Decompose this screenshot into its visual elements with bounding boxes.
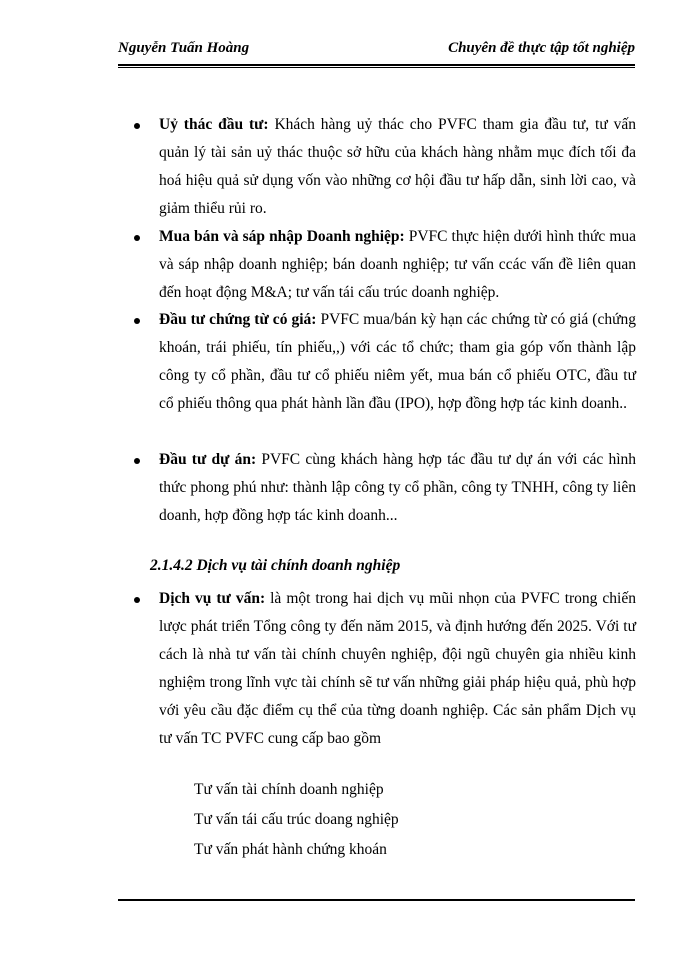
header-title: Chuyên đề thực tập tốt nghiệp (448, 40, 635, 56)
bullet-text (159, 585, 636, 753)
list-item: Tư vấn tái cấu trúc doang nghiệp (194, 811, 399, 828)
product-list (194, 775, 399, 865)
footer-divider (118, 899, 635, 901)
bullet-icon (134, 123, 140, 129)
bullet-item-mua-ban (134, 223, 636, 307)
bullet-icon (134, 458, 140, 464)
section-heading: 2.1.4.2 Dịch vụ tài chính doanh nghiệp (150, 557, 401, 574)
page-header (118, 38, 635, 62)
bullet-item-tu-van (134, 585, 636, 781)
bullet-term: Dịch vụ tư vấn: (159, 590, 266, 607)
bullet-item-chung-tu (134, 306, 636, 446)
bullet-term: Đầu tư chứng từ có giá: (159, 311, 317, 328)
bullet-term: Đầu tư dự án: (159, 451, 257, 468)
header-divider (118, 64, 635, 68)
bullet-term: Uỷ thác đầu tư: (159, 116, 269, 133)
list-item: Tư vấn phát hành chứng khoán (194, 841, 387, 858)
bullet-text (159, 223, 636, 307)
header-author: Nguyễn Tuấn Hoàng (118, 40, 250, 56)
bullet-body: PVFC thực hiện dưới hình thức mua và sáp nhập doanh nghiệp; bán doanh nghiệp; tư vấn ccác vấn đề liên quan đến hoạt động M&A; tư vấn tái cấu trúc doanh nghiệp. (159, 228, 637, 301)
bullet-icon (134, 235, 140, 241)
bullet-icon (134, 318, 140, 324)
bullet-text (159, 111, 636, 223)
bullet-body: Khách hàng uỷ thác cho PVFC tham gia đầu tư, tư vấn quản lý tài sản uỷ thác thuộc sở hữu của khách hàng nhằm mục đích tối đa hoá hiệu quả sử dụng vốn vào những cơ hội đầu tư hấp dẫn, sinh lời cao, và giảm thiểu rủi ro. (159, 116, 636, 217)
bullet-text (159, 446, 636, 530)
bullet-term: Mua bán và sáp nhập Doanh nghiệp: (159, 228, 405, 245)
bullet-item-du-an (134, 446, 636, 530)
bullet-icon (134, 597, 140, 603)
bullet-body: PVFC cùng khách hàng hợp tác đầu tư dự án với các hình thức phong phú như: thành lập công ty cổ phần, công ty TNHH, công ty liên doanh, hợp đồng hợp tác kinh doanh... (159, 451, 636, 524)
bullet-item-uy-thac (134, 111, 636, 223)
bullet-text (159, 306, 636, 418)
list-item: Tư vấn tài chính doanh nghiệp (194, 781, 384, 798)
bullet-body: PVFC mua/bán kỳ hạn các chứng từ có giá (chứng khoán, trái phiếu, tín phiếu,,) với các tổ chức; tham gia góp vốn thành lập công ty cổ phần, đầu tư cổ phiếu niêm yết, mua bán cổ phiếu OTC, đầu tư cổ phiếu thông qua phát hành lần đầu (IPO), hợp đồng hợp tác kinh doanh.. (159, 311, 636, 412)
bullet-body: là một trong hai dịch vụ mũi nhọn của PVFC trong chiến lược phát triển Tổng công ty đến năm 2015, và định hướng đến 2025. Với tư cách là nhà tư vấn tài chính chuyên nghiệp, đội ngũ chuyên gia nhiều kinh nghiệm trong lĩnh vực tài chính sẽ tư vấn những giải pháp hiệu quả, phù hợp với yêu cầu đặc điểm cụ thể của từng doanh nghiệp. Các sản phẩm Dịch vụ tư vấn TC PVFC cung cấp bao gồm (159, 590, 636, 747)
